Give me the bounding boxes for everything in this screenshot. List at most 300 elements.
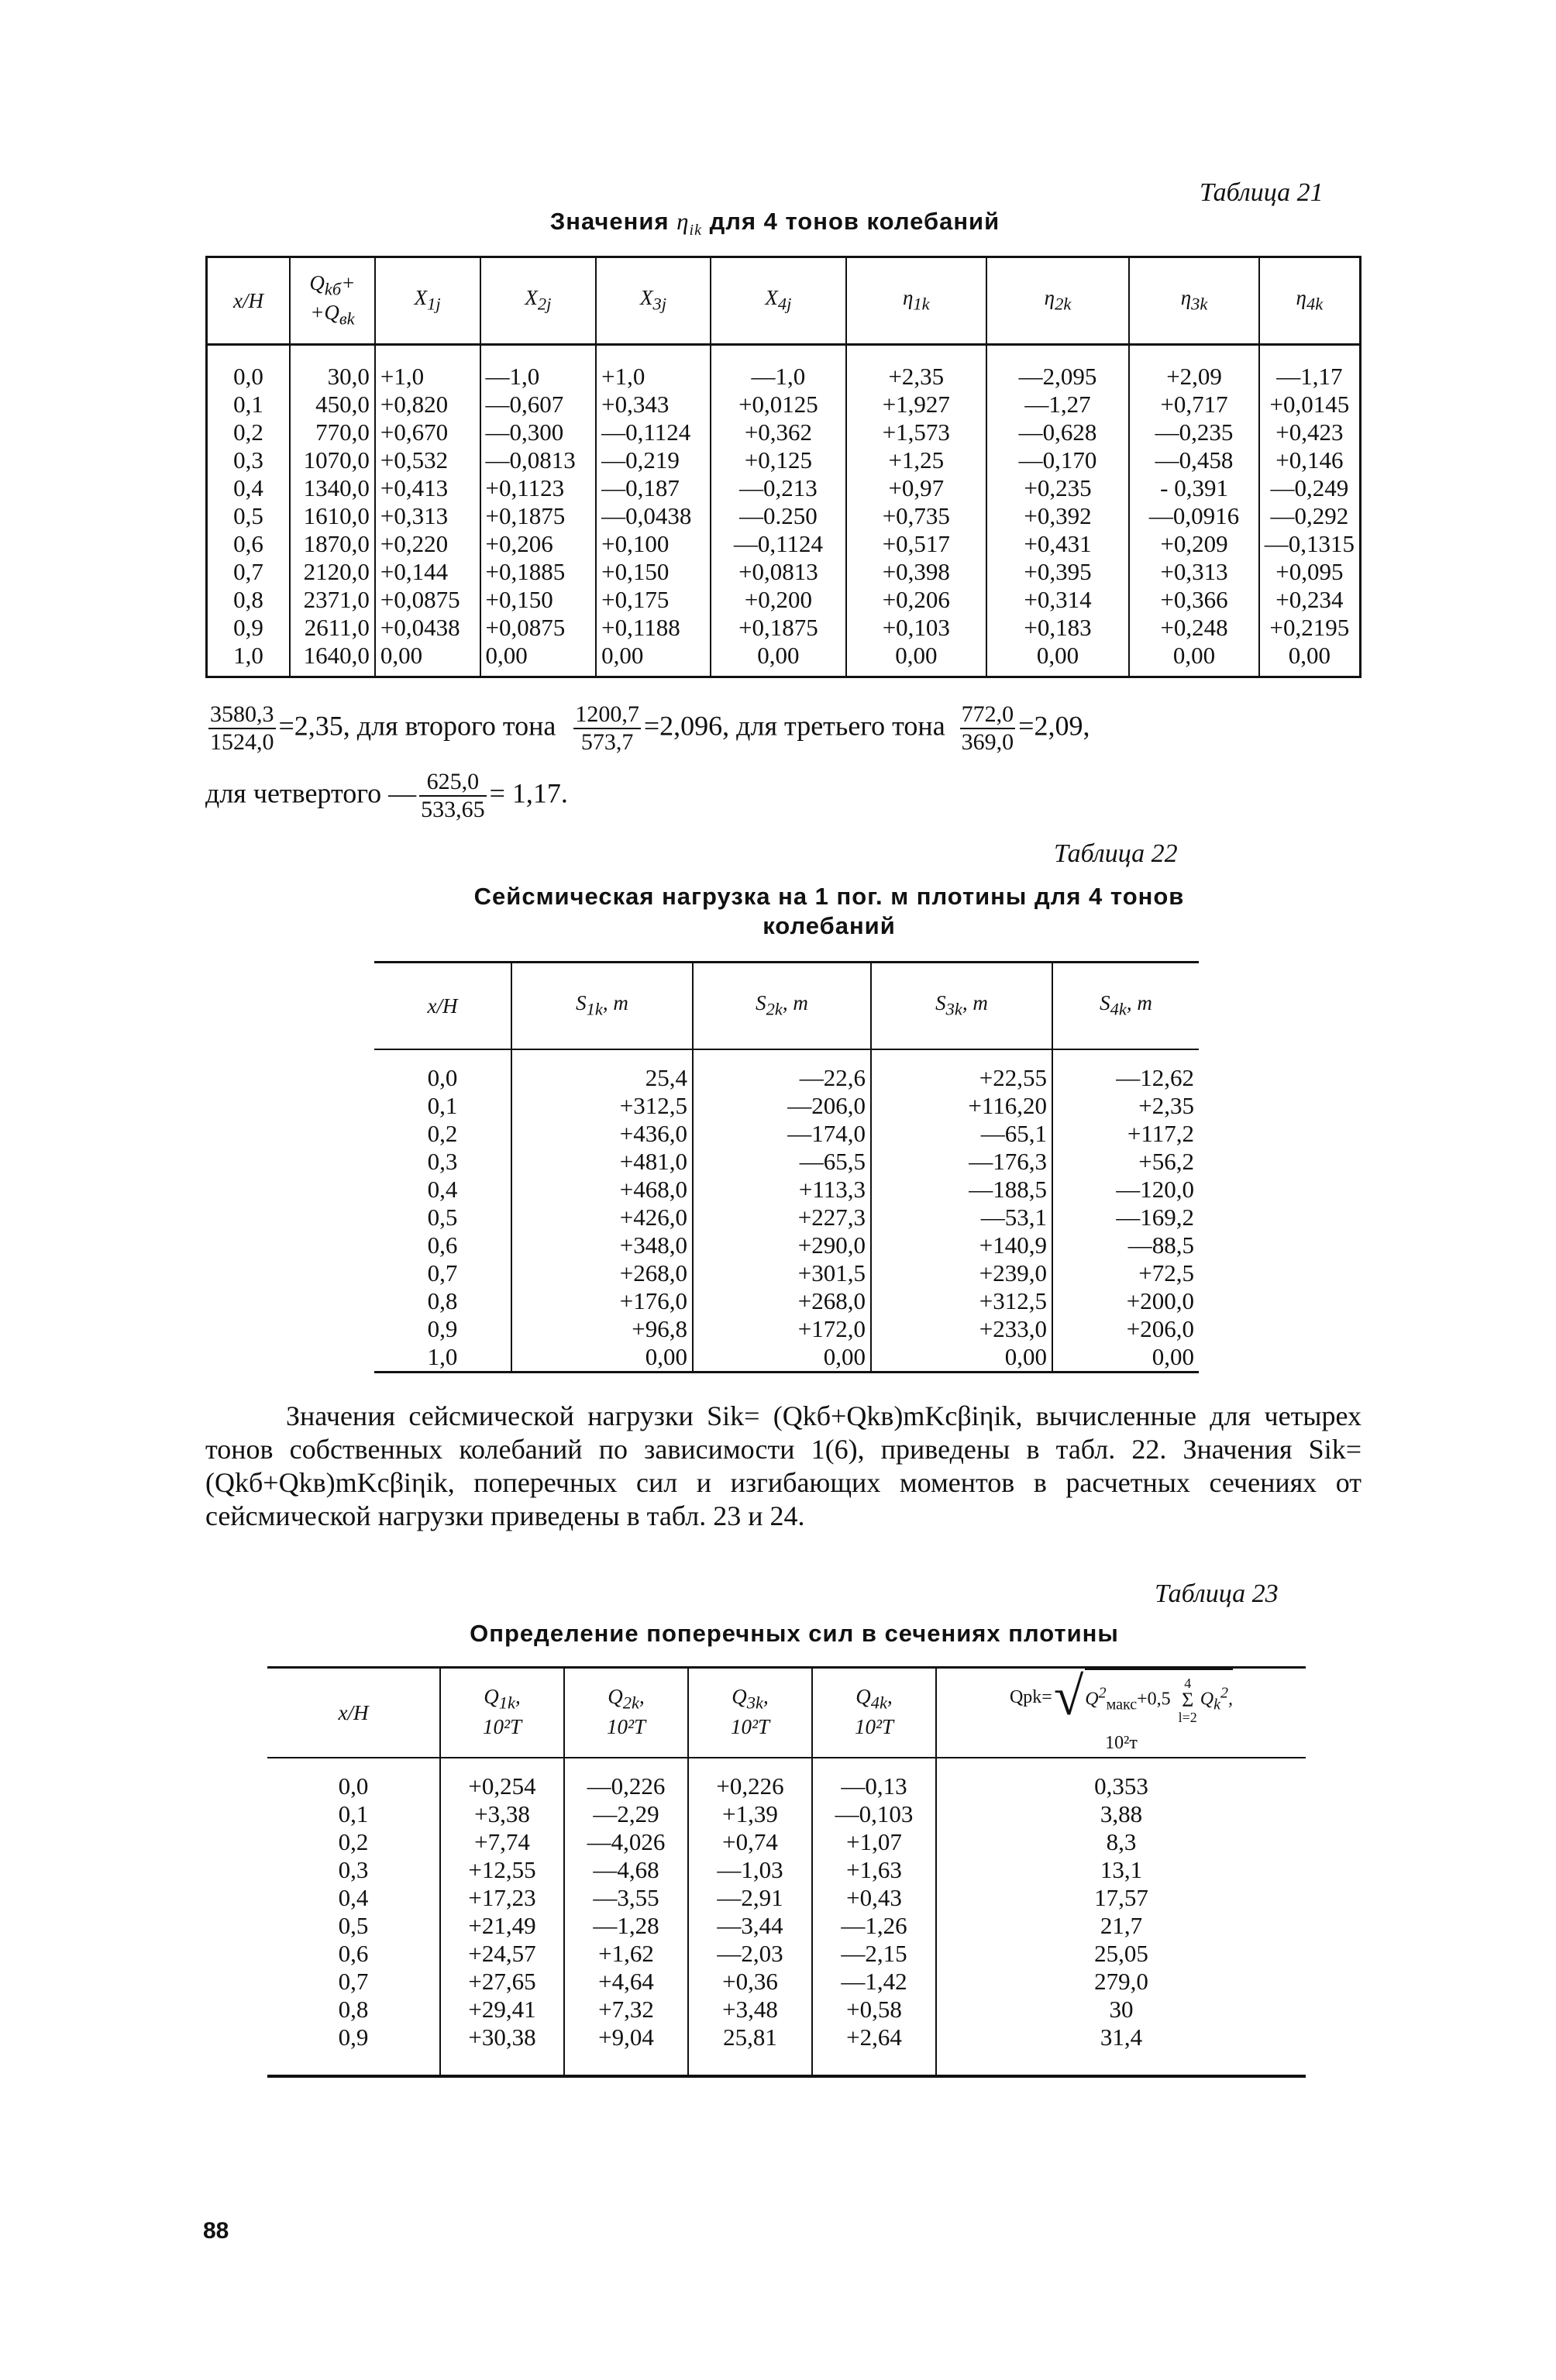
qk-symbol: Q xyxy=(1200,1689,1214,1710)
t21-h-xh: x/H xyxy=(207,257,291,345)
table21-row xyxy=(207,418,1361,446)
formula-4-result: = 1,17. xyxy=(489,777,568,809)
table22-title-line1: Сейсмическая нагрузка на 1 пог. м плотины для 4 тонов xyxy=(473,883,1185,910)
table21-row-cell: +0,103 xyxy=(846,614,986,642)
t21-h-n4: $\eta_{4k}$ xyxy=(1259,257,1361,345)
table21-row-cell: 0,5 xyxy=(233,502,263,529)
table22-row-cell: +72,5 xyxy=(1052,1259,1199,1287)
table22-row-cell: +56,2 xyxy=(1052,1148,1199,1176)
table21-row-cell: +0,313 xyxy=(1129,558,1258,586)
table23-row-cell: —1,26 xyxy=(812,1912,936,1940)
table21-row-cell: 450,0 xyxy=(290,391,375,418)
table21-row-cell: 2371,0 xyxy=(290,586,375,614)
table22-row-cell: +239,0 xyxy=(871,1259,1052,1287)
table21-row-cell: 0,00 xyxy=(1259,642,1361,677)
table23-label: Таблица 23 xyxy=(1155,1579,1279,1608)
table21-row-cell: —0,1124 xyxy=(596,418,711,446)
table21-row-cell: —0,0438 xyxy=(596,502,711,530)
table23-row-cell: 0,3 xyxy=(338,1856,369,1883)
table21-row-cell: 0,2 xyxy=(233,418,263,446)
table21-row-cell: 1340,0 xyxy=(290,474,375,502)
sqrt-icon: √ xyxy=(1053,1667,1084,1727)
table21-row-cell: 1640,0 xyxy=(290,642,375,677)
t22-h-s4: $S_{4k}$, т xyxy=(1052,963,1199,1050)
table23-row-cell: +3,48 xyxy=(688,1996,812,2024)
table22-row-cell: 0,2 xyxy=(427,1120,458,1147)
table21-row-cell: —0,628 xyxy=(986,418,1130,446)
fraction-4-denominator: 533,65 xyxy=(421,797,485,822)
table21-row-cell: —0,187 xyxy=(596,474,711,502)
table22-row xyxy=(374,1315,1199,1343)
table21-row-cell: 1070,0 xyxy=(290,446,375,474)
table21-row-cell: +0,0145 xyxy=(1259,391,1361,418)
table23-row-cell: +1,07 xyxy=(812,1828,936,1856)
table22-row xyxy=(374,1176,1199,1204)
table22-row-cell: —174,0 xyxy=(693,1120,871,1148)
table22-row-cell: 0,00 xyxy=(693,1343,871,1373)
table21-row xyxy=(207,530,1361,558)
t21-h-n3: $\eta_{3k}$ xyxy=(1129,257,1258,345)
table23-row-cell: +0,36 xyxy=(688,1968,812,1996)
table21-row-cell: —0,219 xyxy=(596,446,711,474)
table22-row-cell: +140,9 xyxy=(871,1231,1052,1259)
table21-row-cell: +0,150 xyxy=(596,558,711,586)
table21-row-cell: 0,00 xyxy=(596,642,711,677)
table22-row-cell: +348,0 xyxy=(511,1231,693,1259)
table21-row-cell: —1,0 xyxy=(480,345,597,391)
fraction-4-numerator: 625,0 xyxy=(419,769,487,797)
table23-row-cell: +0,74 xyxy=(688,1828,812,1856)
table21-row xyxy=(207,642,1361,677)
t23-h-q2: $Q_{2k}$, 10²T xyxy=(564,1668,688,1758)
table22-row-cell: 0,9 xyxy=(427,1315,458,1342)
table21-row-cell: 1610,0 xyxy=(290,502,375,530)
t22-h-s1: $S_{1k}$, т xyxy=(511,963,693,1050)
page-number: 88 xyxy=(203,2218,229,2244)
table23-row-cell: +29,41 xyxy=(440,1996,564,2024)
table21-row-cell: +0,362 xyxy=(711,418,846,446)
t21-h-x2: $X_{2j}$ xyxy=(480,257,597,345)
table22-row xyxy=(374,1204,1199,1231)
table23-row-cell: —0,103 xyxy=(812,1800,936,1828)
table21-row-cell: +0,175 xyxy=(596,586,711,614)
table23-row-cell: 0,0 xyxy=(338,1772,369,1800)
table23-row xyxy=(267,2024,1306,2076)
table23-row-cell: 0,6 xyxy=(338,1940,369,1967)
table22-row-cell: +176,0 xyxy=(511,1287,693,1315)
table21-row-cell: 0,4 xyxy=(233,474,263,501)
table22-row-cell: —206,0 xyxy=(693,1092,871,1120)
table21-row-cell: —1,27 xyxy=(986,391,1130,418)
table22-row-cell: +233,0 xyxy=(871,1315,1052,1343)
table22-row-cell: —65,1 xyxy=(871,1120,1052,1148)
formula-2-result: =2,096, для третьего тона xyxy=(643,710,945,742)
table23-row xyxy=(267,1884,1306,1912)
table21-row-cell: —0,170 xyxy=(986,446,1130,474)
table22-row-cell: +468,0 xyxy=(511,1176,693,1204)
table22-row-cell: +227,3 xyxy=(693,1204,871,1231)
table21-row-cell: +0,532 xyxy=(375,446,480,474)
qk-exponent: 2 xyxy=(1220,1684,1229,1702)
table21-row-cell: 1870,0 xyxy=(290,530,375,558)
table21-row-cell: —1,0 xyxy=(711,345,846,391)
table21-row-cell: +0,313 xyxy=(375,502,480,530)
table21-row-cell: +0,1188 xyxy=(596,614,711,642)
table21-row xyxy=(207,446,1361,474)
table22-row-cell: +268,0 xyxy=(693,1287,871,1315)
table21-row-cell: +0,413 xyxy=(375,474,480,502)
t21-h-x1: $X_{1j}$ xyxy=(375,257,480,345)
fraction-3-numerator: 772,0 xyxy=(960,701,1016,729)
table21-row-cell: +0,0813 xyxy=(711,558,846,586)
table21-row-cell: —0,1124 xyxy=(711,530,846,558)
table23-row xyxy=(267,1800,1306,1828)
t22-h-s2: $S_{2k}$, т xyxy=(693,963,871,1050)
table22-row-cell: +172,0 xyxy=(693,1315,871,1343)
fraction-2-denominator: 573,7 xyxy=(580,729,634,755)
table21-row-cell: +0,206 xyxy=(846,586,986,614)
table21-row-cell: +0,125 xyxy=(711,446,846,474)
table23-row-cell: 0,1 xyxy=(338,1800,369,1827)
table21-row-cell: 0,1 xyxy=(233,391,263,418)
table21-row-cell: +0,1875 xyxy=(711,614,846,642)
table22-row-cell: 0,7 xyxy=(427,1259,458,1286)
t21-h-n2: $\eta_{2k}$ xyxy=(986,257,1130,345)
table22-row-cell: —188,5 xyxy=(871,1176,1052,1204)
table23-row xyxy=(267,1996,1306,2024)
table21-row-cell: —0,458 xyxy=(1129,446,1258,474)
table21-row-cell: +0,235 xyxy=(986,474,1130,502)
table22-row-cell: +22,55 xyxy=(871,1049,1052,1092)
fraction-3-denominator: 369,0 xyxy=(961,729,1014,755)
table23-row-cell: —0,226 xyxy=(564,1758,688,1800)
table21-row-cell: +0,0875 xyxy=(480,614,597,642)
table23-row-cell: +3,38 xyxy=(440,1800,564,1828)
table23-row-cell: +2,64 xyxy=(812,2024,936,2076)
table23-row-cell: —1,03 xyxy=(688,1856,812,1884)
table21-row-cell: +0,209 xyxy=(1129,530,1258,558)
fraction-2 xyxy=(573,701,641,756)
q-max-subscript: макс xyxy=(1106,1696,1138,1714)
table22-row-cell: +436,0 xyxy=(511,1120,693,1148)
table23-row-cell: —1,42 xyxy=(812,1968,936,1996)
table21-row-cell: 2120,0 xyxy=(290,558,375,586)
table21-row-cell: +0,0875 xyxy=(375,586,480,614)
table22-row-cell: 0,5 xyxy=(427,1204,458,1231)
table21-row-cell: +0,735 xyxy=(846,502,986,530)
table23-row-cell: +1,62 xyxy=(564,1940,688,1968)
table21-row-cell: +0,670 xyxy=(375,418,480,446)
table23-row xyxy=(267,1968,1306,1996)
table23-row-cell: +0,58 xyxy=(812,1996,936,2024)
qpk-unit: 10²т xyxy=(1105,1733,1138,1753)
table23-row-cell: +7,74 xyxy=(440,1828,564,1856)
table23-row-cell: —2,29 xyxy=(564,1800,688,1828)
table23-row-cell: +0,43 xyxy=(812,1884,936,1912)
table21-row-cell: +0,97 xyxy=(846,474,986,502)
table23-row-cell: —2,03 xyxy=(688,1940,812,1968)
table21-row-cell: - 0,391 xyxy=(1129,474,1258,502)
table23-row xyxy=(267,1758,1306,1800)
table22-row-cell: 0,3 xyxy=(427,1148,458,1175)
table21-row-cell: 0,00 xyxy=(846,642,986,677)
table21-row-cell: +1,0 xyxy=(596,345,711,391)
fraction-3 xyxy=(960,701,1016,756)
table21-row-cell: 0,9 xyxy=(233,614,263,641)
table23-row-cell: 25,05 xyxy=(936,1940,1306,1968)
table22-row-cell: +200,0 xyxy=(1052,1287,1199,1315)
table22-row-cell: —65,5 xyxy=(693,1148,871,1176)
table21-row-cell: +2,35 xyxy=(846,345,986,391)
table23-row-cell: 30 xyxy=(936,1996,1306,2024)
table21-row-cell: +0,200 xyxy=(711,586,846,614)
table22-row-cell: +312,5 xyxy=(871,1287,1052,1315)
table21-row-cell: +0,2195 xyxy=(1259,614,1361,642)
t21-h-n1: $\eta_{1k}$ xyxy=(846,257,986,345)
t23-h-xh: x/H xyxy=(267,1668,440,1758)
table21-row-cell: +0,146 xyxy=(1259,446,1361,474)
table23-row-cell: 8,3 xyxy=(936,1828,1306,1856)
table22-row-cell: +96,8 xyxy=(511,1315,693,1343)
table23-row-cell: 13,1 xyxy=(936,1856,1306,1884)
table22-row-cell: —88,5 xyxy=(1052,1231,1199,1259)
table22-row-cell: +312,5 xyxy=(511,1092,693,1120)
table23-row xyxy=(267,1856,1306,1884)
table23-header-row xyxy=(267,1668,1306,1758)
table22-row xyxy=(374,1231,1199,1259)
table23-row-cell: 0,353 xyxy=(936,1758,1306,1800)
table22-row xyxy=(374,1092,1199,1120)
table21-row-cell: 770,0 xyxy=(290,418,375,446)
table21-row-cell: 0,00 xyxy=(375,642,480,677)
table22-row-cell: 0,00 xyxy=(1052,1343,1199,1373)
table23-row-cell: +17,23 xyxy=(440,1884,564,1912)
table22-row-cell: +426,0 xyxy=(511,1204,693,1231)
table22-row-cell: +116,20 xyxy=(871,1092,1052,1120)
plus-coefficient: +0,5 xyxy=(1137,1689,1171,1710)
table21-row-cell: —0,213 xyxy=(711,474,846,502)
table21-row-cell: —0,1315 xyxy=(1259,530,1361,558)
table23-row-cell: 0,7 xyxy=(338,1968,369,1995)
formula-4-prefix: для четвертого — xyxy=(205,777,417,809)
table21-row-cell: 0,0 xyxy=(233,363,263,390)
table23-row-cell: +4,64 xyxy=(564,1968,688,1996)
table23 xyxy=(267,1666,1306,2078)
body-paragraph: Значения сейсмической нагрузки Sik= (Qkб+Qkв)mKcβiηik, вычисленные для четырех тонов собственных колебаний по зависимости 1(6), приведены в табл. 22. Значения Sik= (Qkб+Qkв)mKcβiηik, поперечных сил и изгибающих моментов в расчетных сечениях от сейсмической нагрузки приведены в табл. 23 и 24. xyxy=(205,1400,1362,1531)
table21-row-cell: +0,314 xyxy=(986,586,1130,614)
sigma-upper: 4 xyxy=(1184,1676,1192,1691)
table22-row-cell: +2,35 xyxy=(1052,1092,1199,1120)
table22-row-cell: 0,4 xyxy=(427,1176,458,1203)
table21-row-cell: +0,820 xyxy=(375,391,480,418)
t23-h-q1: $Q_{1k}$, 10²T xyxy=(440,1668,564,1758)
table21-row-cell: 0,00 xyxy=(480,642,597,677)
t23-h-q4: $Q_{4k}$, 10²T xyxy=(812,1668,936,1758)
table21-row-cell: +0,1123 xyxy=(480,474,597,502)
fraction-2-numerator: 1200,7 xyxy=(573,701,641,729)
fraction-1-numerator: 3580,3 xyxy=(208,701,276,729)
qpk-label: Qрk= xyxy=(1009,1687,1052,1707)
table22-row-cell: +290,0 xyxy=(693,1231,871,1259)
table22-row-cell: —12,62 xyxy=(1052,1049,1199,1092)
table21-row-cell: +0,095 xyxy=(1259,558,1361,586)
t23-h-qpk xyxy=(936,1668,1306,1758)
sigma-icon: Σ xyxy=(1182,1689,1194,1711)
table23-row-cell: —2,15 xyxy=(812,1940,936,1968)
table21-row-cell: 1,0 xyxy=(233,642,263,669)
table23-row-cell: +1,39 xyxy=(688,1800,812,1828)
fraction-1 xyxy=(208,701,276,756)
table22-row-cell: —176,3 xyxy=(871,1148,1052,1176)
table23-row-cell: —3,44 xyxy=(688,1912,812,1940)
table23-row xyxy=(267,1828,1306,1856)
table22-row-cell: +268,0 xyxy=(511,1259,693,1287)
table22-row xyxy=(374,1120,1199,1148)
table21-row-cell: 0,3 xyxy=(233,446,263,474)
table22-row xyxy=(374,1343,1199,1373)
table21-row-cell: —0,0916 xyxy=(1129,502,1258,530)
table21-row-cell: 2611,0 xyxy=(290,614,375,642)
table21-row-cell: —1,17 xyxy=(1259,345,1361,391)
table22-row-cell: +301,5 xyxy=(693,1259,871,1287)
table22-row xyxy=(374,1148,1199,1176)
table22-row xyxy=(374,1259,1199,1287)
table23-row-cell: 0,5 xyxy=(338,1912,369,1939)
fraction-1-denominator: 1524,0 xyxy=(210,729,274,755)
table21-row-cell: +0,150 xyxy=(480,586,597,614)
table23-row-cell: 0,8 xyxy=(338,1996,369,2023)
table21-row-cell: +0,366 xyxy=(1129,586,1258,614)
table21-row-cell: +2,09 xyxy=(1129,345,1258,391)
table23-row-cell: 21,7 xyxy=(936,1912,1306,1940)
table21-row-cell: +0,0125 xyxy=(711,391,846,418)
t21-h-x4: $X_{4j}$ xyxy=(711,257,846,345)
table22-row-cell: 0,0 xyxy=(427,1064,458,1091)
t23-h-q3: $Q_{3k}$, 10²T xyxy=(688,1668,812,1758)
table21-row-cell: 0,00 xyxy=(986,642,1130,677)
table22-row-cell: 25,4 xyxy=(511,1049,693,1092)
table21-row-cell: —0.250 xyxy=(711,502,846,530)
table23-row-cell: +0,254 xyxy=(440,1758,564,1800)
table23-row-cell: +30,38 xyxy=(440,2024,564,2076)
table21-row-cell: +1,0 xyxy=(375,345,480,391)
sqrt-radicand: $Q^2_{макс}+0,5$ 4 Σ l=2 $Q_k^2$, xyxy=(1085,1669,1233,1726)
table21-row-cell: +1,573 xyxy=(846,418,986,446)
table21-row-cell: +0,717 xyxy=(1129,391,1258,418)
formula-line-2 xyxy=(205,769,568,823)
table21-row-cell: 0,6 xyxy=(233,530,263,557)
table22 xyxy=(374,961,1199,1373)
table21-row-cell: 30,0 xyxy=(290,345,375,391)
formula-3-result: =2,09, xyxy=(1018,710,1090,742)
table23-row-cell: +21,49 xyxy=(440,1912,564,1940)
table21-row-cell: +0,100 xyxy=(596,530,711,558)
table23-row-cell: 0,9 xyxy=(338,2024,369,2051)
table23-row-cell: +1,63 xyxy=(812,1856,936,1884)
table22-row xyxy=(374,1287,1199,1315)
table23-row-cell: —2,91 xyxy=(688,1884,812,1912)
table21-row xyxy=(207,586,1361,614)
formula-line-1 xyxy=(205,701,1368,756)
table23-row-cell: 279,0 xyxy=(936,1968,1306,1996)
table21-row-cell: —2,095 xyxy=(986,345,1130,391)
table21-row-cell: —0,235 xyxy=(1129,418,1258,446)
table23-row-cell: 17,57 xyxy=(936,1884,1306,1912)
table21-title: Значения $\eta_{ik}$ для 4 тонов колебаний xyxy=(549,208,1000,239)
table23-row-cell: —4,026 xyxy=(564,1828,688,1856)
table22-row-cell: +117,2 xyxy=(1052,1120,1199,1148)
fraction-4 xyxy=(419,769,487,823)
table22-row-cell: 0,00 xyxy=(871,1343,1052,1373)
table23-row-cell: 25,81 xyxy=(688,2024,812,2076)
table21-row xyxy=(207,474,1361,502)
table21-row-cell: —0,0813 xyxy=(480,446,597,474)
table21-row-cell: 0,00 xyxy=(711,642,846,677)
table21-row-cell: +0,343 xyxy=(596,391,711,418)
table21-row-cell: +0,1885 xyxy=(480,558,597,586)
table21-row-cell: +0,183 xyxy=(986,614,1130,642)
table23-row-cell: 3,88 xyxy=(936,1800,1306,1828)
table23-row xyxy=(267,1940,1306,1968)
table22-row xyxy=(374,1049,1199,1092)
table23-row-cell: —0,13 xyxy=(812,1758,936,1800)
sigma-block xyxy=(1179,1675,1197,1726)
table21-row-cell: 0,7 xyxy=(233,558,263,585)
table23-row-cell: +9,04 xyxy=(564,2024,688,2076)
table22-header-row xyxy=(374,963,1199,1050)
table21-row xyxy=(207,345,1361,391)
qk-subscript: k xyxy=(1213,1696,1221,1714)
table21-row-cell: —0,300 xyxy=(480,418,597,446)
table23-row-cell: —3,55 xyxy=(564,1884,688,1912)
table22-row-cell: —22,6 xyxy=(693,1049,871,1092)
table21-row-cell: +0,517 xyxy=(846,530,986,558)
formula-1-result: =2,35, для второго тона xyxy=(278,710,556,742)
t22-h-xh: x/H xyxy=(374,963,511,1050)
table23-row-cell: +12,55 xyxy=(440,1856,564,1884)
table21-row-cell: +0,395 xyxy=(986,558,1130,586)
table21-row-cell: +0,0438 xyxy=(375,614,480,642)
table22-row-cell: —53,1 xyxy=(871,1204,1052,1231)
table21-row-cell: +0,398 xyxy=(846,558,986,586)
table22-row-cell: +113,3 xyxy=(693,1176,871,1204)
table22-row-cell: —120,0 xyxy=(1052,1176,1199,1204)
table23-title: Определение поперечных сил в сечениях плотины xyxy=(470,1620,1119,1647)
table21-row-cell: —0,607 xyxy=(480,391,597,418)
table21-row-cell: +0,392 xyxy=(986,502,1130,530)
table23-row-cell: +0,226 xyxy=(688,1758,812,1800)
table21-row-cell: +0,144 xyxy=(375,558,480,586)
table22-row-cell: +481,0 xyxy=(511,1148,693,1176)
table21-row-cell: —0,292 xyxy=(1259,502,1361,530)
table23-row-cell: —4,68 xyxy=(564,1856,688,1884)
table22-row-cell: 0,8 xyxy=(427,1287,458,1314)
table21-row-cell: +1,25 xyxy=(846,446,986,474)
q-max-symbol: Q xyxy=(1085,1689,1099,1710)
t21-h-x3: $X_{3j}$ xyxy=(596,257,711,345)
table21-row-cell: 0,00 xyxy=(1129,642,1258,677)
table21-row-cell: +1,927 xyxy=(846,391,986,418)
table21-row xyxy=(207,502,1361,530)
table22-row-cell: 0,1 xyxy=(427,1092,458,1119)
table22-title xyxy=(310,882,1348,941)
table22-title-line2: колебаний xyxy=(763,912,896,939)
table21-row-cell: +0,220 xyxy=(375,530,480,558)
table21-row-cell: +0,248 xyxy=(1129,614,1258,642)
t21-h-q: $Q_{kб}+$ $+Q_{вk}$ xyxy=(290,257,375,345)
table21-row xyxy=(207,558,1361,586)
table23-row-cell: —1,28 xyxy=(564,1912,688,1940)
